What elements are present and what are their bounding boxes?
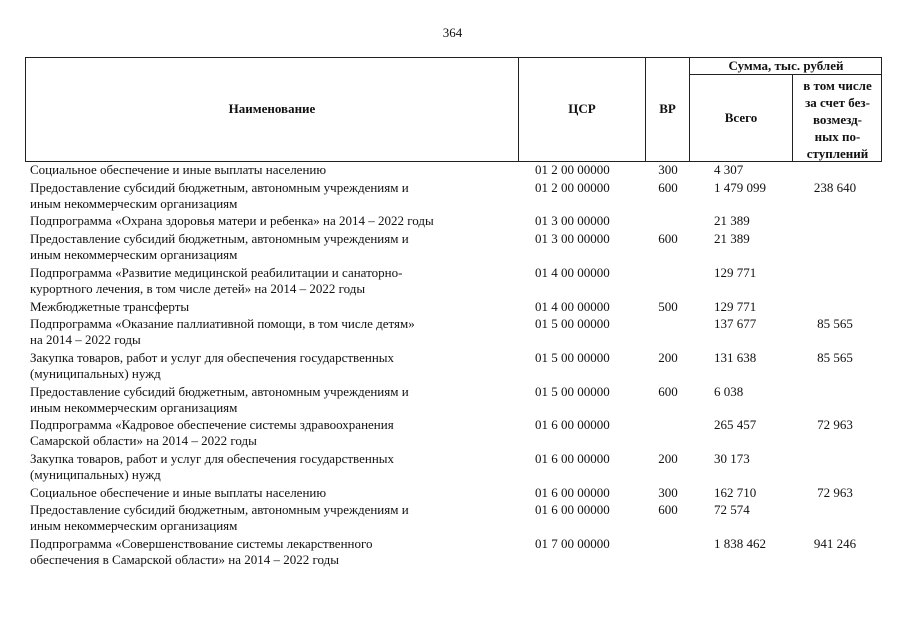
header-csr: ЦСР [568,101,596,116]
row-name-line: Подпрограмма «Совершенствование системы лекарственного [30,536,373,552]
row-name [30,180,510,212]
row-total: 4 307 [714,162,744,177]
row-name-line: Закупка товаров, работ и услуг для обеспечения государственных [30,451,395,466]
row-name-line: Межбюджетные трансферты [30,298,190,314]
row-name-line: Предоставление субсидий бюджетным, автономным учреждениям и [30,231,409,247]
header-vr: ВР [659,101,676,116]
row-name-line: иным некоммерческим организациям [30,518,238,534]
row-name [30,316,510,348]
row-name-line: Социальное обеспечение и иные выплаты населению [30,484,327,500]
row-name [30,231,510,263]
row-name-line: на 2014 – 2022 годы [30,332,141,348]
header-total: Всего [724,110,758,125]
page-number: 364 [442,25,463,40]
row-total: 6 038 [714,383,744,399]
row-csr: 01 6 00 00000 [535,451,610,466]
row-name [30,417,510,449]
row-vr: 200 [658,349,678,365]
row-csr: 01 5 00 00000 [535,316,610,332]
row-name [30,350,510,382]
row-name-line: курортного лечения, в том числе детей» на 2014 – 2022 годы [30,280,366,296]
header-free-line: возмезд- [813,112,862,127]
header-sum-title: Сумма, тыс. рублей [728,58,844,73]
row-name-line: Подпрограмма «Кадровое обеспечение системы здравоохранения [30,417,394,433]
row-name-line: Подпрограмма «Охрана здоровья матери и ребенка» на 2014 – 2022 годы [30,213,434,229]
row-free-funds: 85 565 [817,316,853,332]
row-csr: 01 3 00 00000 [535,231,610,247]
row-total: 21 389 [714,213,750,229]
row-csr: 01 4 00 00000 [535,298,610,314]
row-free-funds: 72 963 [817,417,853,433]
header-free-line: в том числе [803,78,872,93]
row-total: 131 638 [714,349,757,365]
row-name-line: иным некоммерческим организациям [30,399,238,415]
row-vr: 300 [658,484,678,500]
row-name-line: иным некоммерческим организациям [30,247,238,263]
row-name-line: Закупка товаров, работ и услуг для обеспечения государственных [30,349,395,365]
row-csr: 01 2 00 00000 [535,162,610,177]
row-total: 129 771 [714,298,757,314]
row-name-line: (муниципальных) нужд [30,467,161,482]
row-name [30,299,510,315]
row-name-line: (муниципальных) нужд [30,365,161,381]
row-free-funds: 85 565 [817,349,853,365]
row-free-funds: 72 963 [817,484,853,500]
header-free-funds [793,77,882,162]
row-free-funds: 238 640 [813,179,857,195]
row-name [30,502,510,534]
row-name-line: Предоставление субсидий бюджетным, автономным учреждениям и [30,383,409,399]
row-csr: 01 4 00 00000 [535,264,610,280]
row-name-line: Социальное обеспечение и иные выплаты населению [30,162,327,177]
row-csr: 01 3 00 00000 [535,213,610,229]
row-csr: 01 5 00 00000 [535,383,610,399]
row-vr: 500 [658,298,678,314]
row-name-line: Предоставление субсидий бюджетным, автономным учреждениям и [30,179,409,195]
row-total: 129 771 [714,264,757,280]
header-free-line: ступлений [806,146,869,161]
row-free-funds: 941 246 [813,536,857,552]
row-total: 1 838 462 [714,536,766,552]
row-total: 137 677 [714,316,757,332]
row-name-line: Самарской области» на 2014 – 2022 годы [30,433,257,449]
row-vr: 600 [658,383,678,399]
row-vr: 600 [658,231,678,247]
row-name-line: Подпрограмма «Оказание паллиативной помощи, в том числе детям» [30,316,415,332]
row-total: 265 457 [714,417,757,433]
header-free-line: ных по- [814,129,861,144]
row-name [30,451,510,483]
row-name [30,485,510,501]
header-name: Наименование [228,101,316,116]
row-vr: 300 [658,162,678,177]
row-vr: 200 [658,451,678,466]
row-csr: 01 5 00 00000 [535,349,610,365]
row-name [30,162,510,178]
row-csr: 01 7 00 00000 [535,536,610,552]
row-name-line: Предоставление субсидий бюджетным, автономным учреждениям и [30,502,409,518]
row-name-line: иным некоммерческим организациям [30,195,238,211]
row-name [30,536,510,568]
row-csr: 01 6 00 00000 [535,502,610,518]
row-name-line: обеспечения в Самарской области» на 2014 – 2022 годы [30,552,339,568]
row-total: 21 389 [714,231,750,247]
row-vr: 600 [658,179,678,195]
row-csr: 01 6 00 00000 [535,484,610,500]
row-name [30,384,510,416]
row-name [30,213,510,229]
row-total: 72 574 [714,502,750,518]
row-vr: 600 [658,502,678,518]
row-csr: 01 2 00 00000 [535,179,610,195]
row-total: 1 479 099 [714,179,766,195]
row-csr: 01 6 00 00000 [535,417,610,433]
header-divider-sum-title [689,74,882,75]
row-total: 30 173 [714,451,750,466]
row-total: 162 710 [714,484,757,500]
row-name-line: Подпрограмма «Развитие медицинской реабилитации и санаторно- [30,264,403,280]
header-free-line: за счет без- [805,95,870,110]
row-name [30,265,510,297]
